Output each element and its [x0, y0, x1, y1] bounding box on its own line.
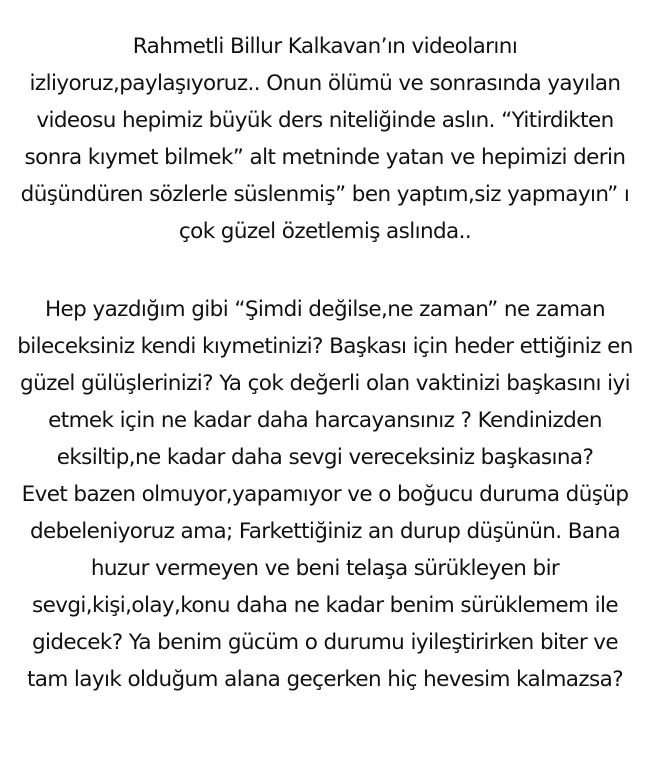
text-line: Rahmetli Billur Kalkavan’ın videolarını [132, 34, 518, 59]
text-line: bileceksiniz kendi kıymetinizi? Başkası için heder ettiğiniz en [17, 334, 633, 359]
text-line: etmek için ne kadar daha harcayansınız ? Kendinizden [48, 408, 602, 433]
text-line: düşündüren sözlerle süslenmiş” ben yaptım,siz yapmayın” ı [20, 182, 630, 207]
text-line: videosu hepimiz büyük ders niteliğinde aslın. “Yitirdikten [36, 108, 614, 133]
text-line: Evet bazen olmuyor,yapamıyor ve o boğucu duruma düşüp [21, 482, 629, 507]
text-line: sevgi,kişi,olay,konu daha ne kadar benim sürüklemem ile [31, 593, 619, 618]
text-line: güzel gülüşlerinizi? Ya çok değerli olan vaktinizi başkasını iyi [20, 371, 630, 396]
paragraph-gap [0, 250, 650, 291]
text-line: tam layık olduğum alana geçerken hiç hevesim kalmazsa? [26, 667, 624, 692]
paragraph-2 [0, 291, 650, 698]
text-line: sonra kıymet bilmek” alt metninde yatan ve hepimizi derin [24, 145, 626, 170]
paragraph-1 [0, 28, 650, 250]
text-line: debeleniyoruz ama; Farkettiğiniz an durup düşünün. Bana [29, 519, 621, 544]
text-line: çok güzel özetlemiş aslında.. [178, 219, 472, 244]
text-line: huzur vermeyen ve beni telaşa sürükleyen bir [90, 556, 560, 581]
text-line: Hep yazdığım gibi “Şimdi değilse,ne zaman” ne zaman [44, 297, 606, 322]
text-line: izliyoruz,paylaşıyoruz.. Onun ölümü ve sonrasında yayılan [29, 71, 621, 96]
text-line: gidecek? Ya benim gücüm o durumu iyileştirirken biter ve [31, 630, 619, 655]
text-line: eksiltip,ne kadar daha sevgi vereceksiniz başkasına? [56, 445, 594, 470]
story-text [0, 28, 650, 698]
